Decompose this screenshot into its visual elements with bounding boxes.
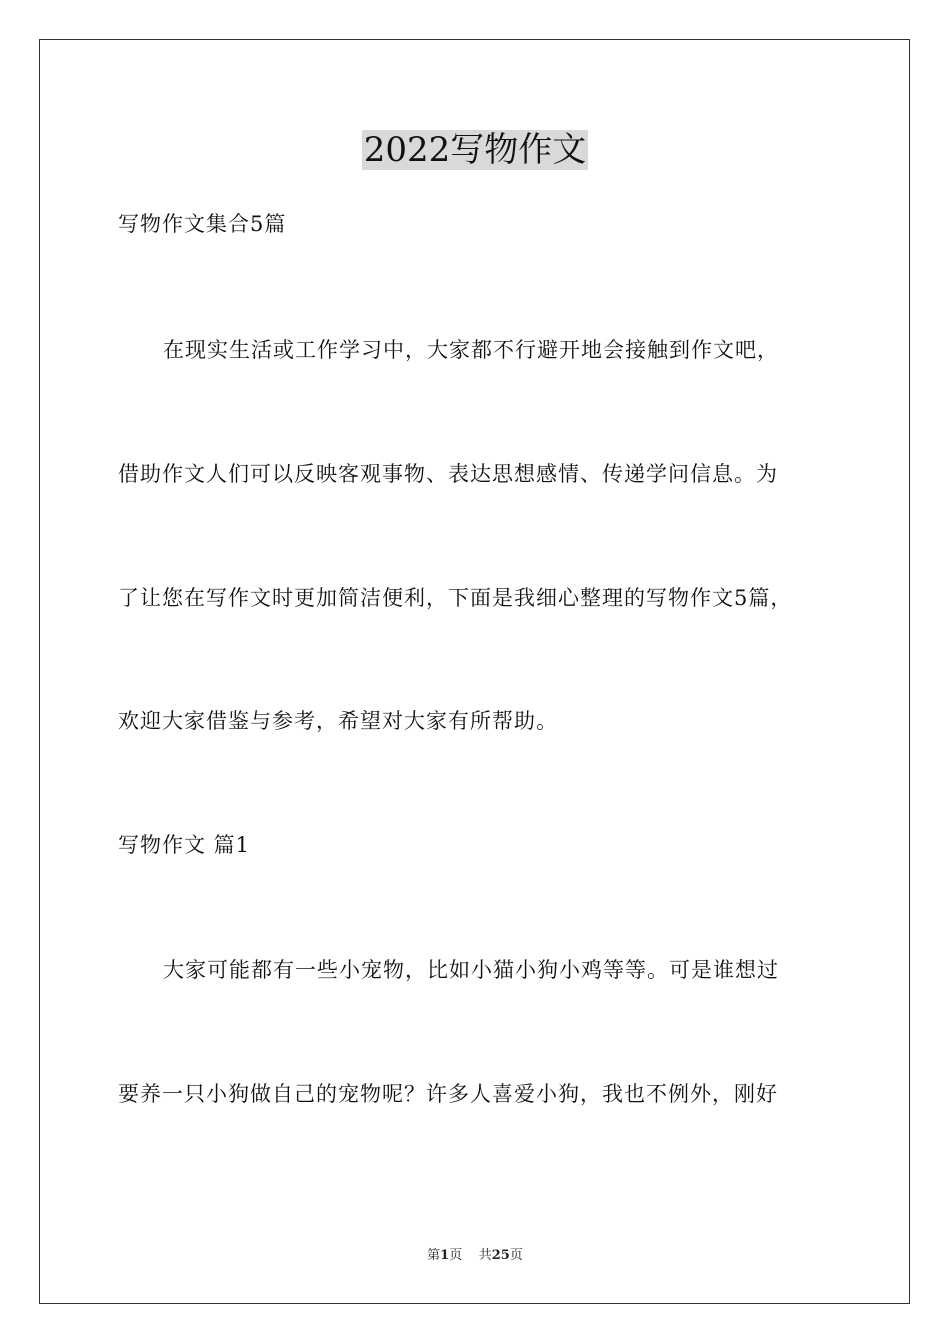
document-title — [0, 128, 950, 172]
section-line-1: 大家可能都有一些小宠物，比如小猫小狗小鸡等等。可是谁想过 — [163, 958, 779, 982]
document-subtitle: 写物作文集合5篇 — [118, 212, 287, 236]
section-heading: 写物作文 篇1 — [118, 833, 251, 857]
intro-line-3: 了让您在写作文时更加简洁便利，下面是我细心整理的写物作文5篇， — [118, 586, 793, 610]
section-line-2: 要养一只小狗做自己的宠物呢？许多人喜爱小狗，我也不例外，刚好 — [118, 1082, 778, 1106]
footer-total-label: 页 — [509, 1248, 523, 1263]
footer-page-label: 页 — [449, 1248, 463, 1263]
intro-line-4: 欢迎大家借鉴与参考，希望对大家有所帮助。 — [118, 709, 558, 733]
footer-total-pages: 25 — [491, 1248, 510, 1263]
footer-page-number: 1 — [440, 1248, 450, 1263]
footer-total-prefix: 共 — [478, 1248, 492, 1263]
document-title-text: 2022写物作文 — [363, 130, 587, 170]
footer-prefix: 第 — [427, 1248, 441, 1263]
intro-line-1: 在现实生活或工作学习中，大家都不行避开地会接触到作文吧， — [163, 338, 779, 362]
page-footer — [0, 1247, 950, 1265]
intro-line-2: 借助作文人们可以反映客观事物、表达思想感情、传递学问信息。为 — [118, 462, 778, 486]
